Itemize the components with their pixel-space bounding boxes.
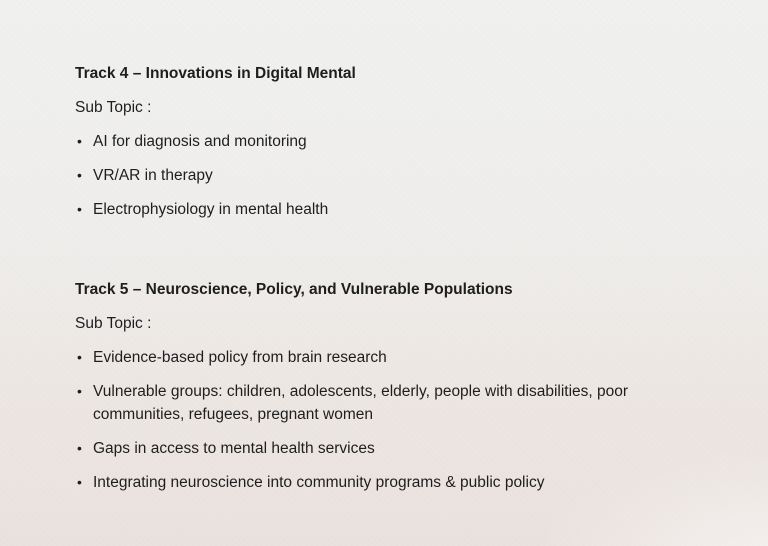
section-track4 — [75, 62, 703, 221]
track5-bullet-list — [75, 346, 703, 494]
list-item: • Vulnerable groups: children, adolescents, elderly, people with disabilities, poor communities, refugees, pregnant women — [75, 380, 703, 426]
track4-bullet-list — [75, 130, 703, 221]
list-item: • Gaps in access to mental health services — [75, 437, 703, 460]
slide-content — [75, 62, 703, 505]
track5-heading: Track 5 – Neuroscience, Policy, and Vulnerable Populations — [75, 281, 513, 298]
track4-subtopic-label: Sub Topic : — [75, 99, 152, 116]
track5-subtopic-label: Sub Topic : — [75, 315, 152, 332]
list-item: • VR/AR in therapy — [75, 164, 703, 187]
list-item: • Integrating neuroscience into community programs & public policy — [75, 471, 703, 494]
list-item: • Electrophysiology in mental health — [75, 198, 703, 221]
list-item: • AI for diagnosis and monitoring — [75, 130, 703, 153]
list-item: • Evidence-based policy from brain research — [75, 346, 703, 369]
section-track5 — [75, 278, 703, 494]
track4-heading: Track 4 – Innovations in Digital Mental — [75, 65, 356, 82]
